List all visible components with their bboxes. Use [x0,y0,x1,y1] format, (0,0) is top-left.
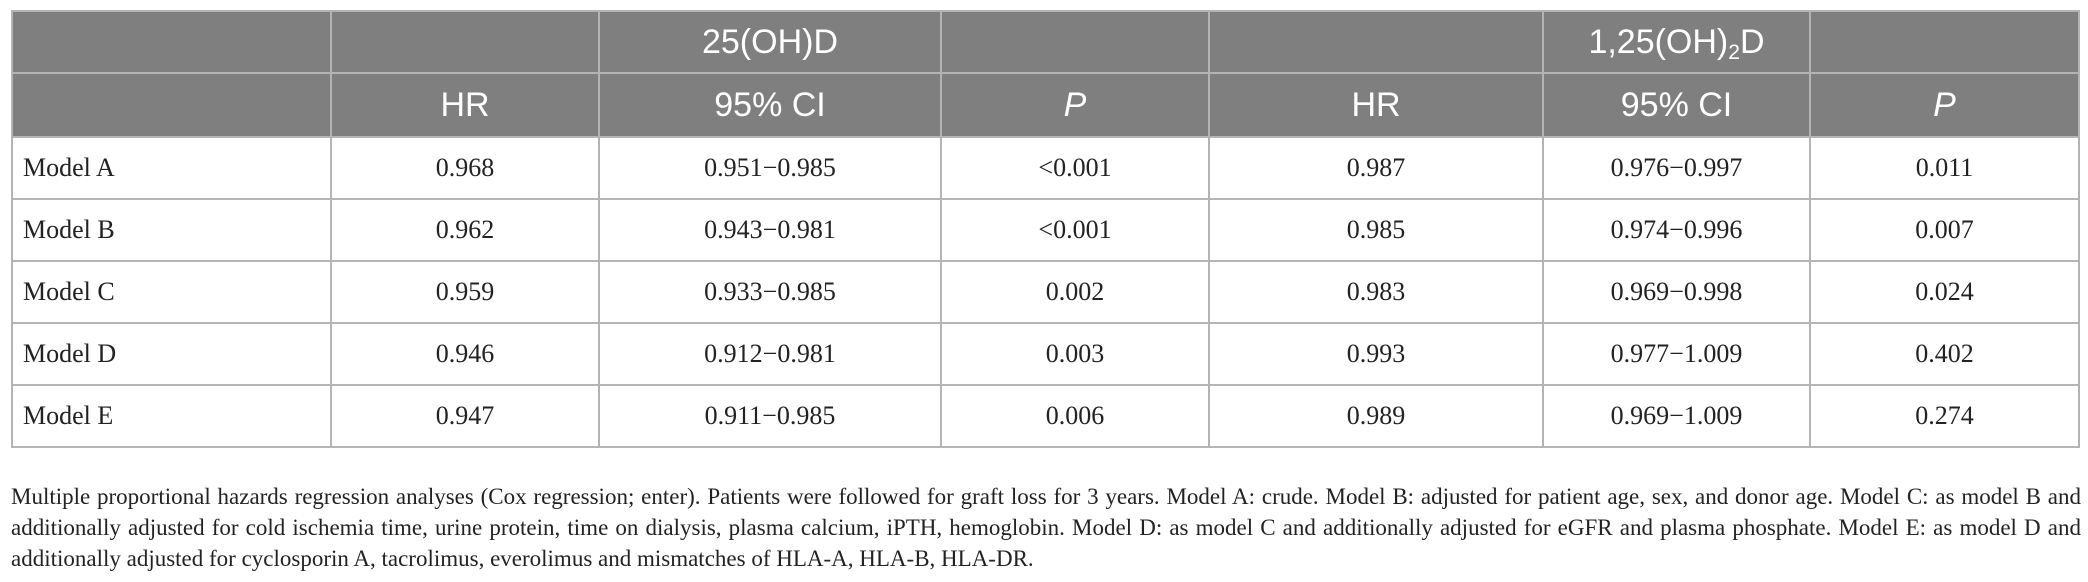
column-header-row [12,73,2079,137]
table-cell: 0.943−0.981 [599,199,941,261]
group-header-125oh2d-suffix: D [1740,22,1765,61]
group-header-125oh2d-prefix: 1,25(OH) [1588,22,1729,61]
table-cell: 0.947 [331,385,599,447]
table-row [12,199,2079,261]
column-header-hr: HR [331,73,599,137]
table-cell: 0.951−0.985 [599,137,941,199]
table-cell: 0.987 [1209,137,1543,199]
column-header-ci: 95% CI [599,73,941,137]
empty-header-cell [1810,11,2079,73]
group-header-125oh2d [1543,11,1810,73]
empty-header-cell [941,11,1209,73]
table-cell: 0.959 [331,261,599,323]
table-cell: 0.912−0.981 [599,323,941,385]
table-cell: <0.001 [941,137,1209,199]
table-cell: 0.003 [941,323,1209,385]
table-cell: 0.962 [331,199,599,261]
table-cell: 0.989 [1209,385,1543,447]
empty-header-cell [1209,11,1543,73]
cox-regression-table [11,10,2080,448]
row-label: Model B [12,199,331,261]
table-row [12,137,2079,199]
group-header-125oh2d-subscript: 2 [1728,40,1740,64]
table-row [12,323,2079,385]
table-cell: 0.983 [1209,261,1543,323]
table-cell: 0.911−0.985 [599,385,941,447]
table-cell: 0.002 [941,261,1209,323]
table-cell: 0.946 [331,323,599,385]
row-label: Model A [12,137,331,199]
column-header-p: P [941,73,1209,137]
table-footnote: Multiple proportional hazards regression analyses (Cox regression; enter). Patients were followed for graft loss for 3 years. Model A: crude. Model B: adjusted for patient age, sex, and donor age. Model C: as model B and additionally adjusted for cold ischemia time, urine protein, time on dialysis, plasma calcium, iPTH, hemoglobin. Model D: as model C and additionally adjusted for eGFR and plasma phosphate. Model E: as model D and additionally adjusted for cyclosporin A, tacrolimus, everolimus and mismatches of HLA-A, HLA-B, HLA-DR. [11,484,2081,571]
table-cell: 0.933−0.985 [599,261,941,323]
table-cell: 0.011 [1810,137,2079,199]
table-cell: 0.976−0.997 [1543,137,1810,199]
row-label: Model E [12,385,331,447]
table-row [12,261,2079,323]
table-cell: 0.968 [331,137,599,199]
table-cell: 0.402 [1810,323,2079,385]
table-cell: 0.007 [1810,199,2079,261]
table-cell: 0.969−1.009 [1543,385,1810,447]
table-cell: 0.974−0.996 [1543,199,1810,261]
row-label: Model D [12,323,331,385]
results-table-container [11,10,2078,448]
table-cell: 0.993 [1209,323,1543,385]
table-row [12,385,2079,447]
empty-header-cell [331,11,599,73]
column-header-ci: 95% CI [1543,73,1810,137]
table-cell: 0.977−1.009 [1543,323,1810,385]
table-cell: 0.274 [1810,385,2079,447]
table-cell: 0.969−0.998 [1543,261,1810,323]
group-header-25ohd: 25(OH)D [599,11,941,73]
row-label: Model C [12,261,331,323]
table-cell: 0.024 [1810,261,2079,323]
group-header-row [12,11,2079,73]
empty-header-cell [12,11,331,73]
column-header-hr: HR [1209,73,1543,137]
table-cell: 0.985 [1209,199,1543,261]
table-cell: <0.001 [941,199,1209,261]
empty-header-cell [12,73,331,137]
column-header-p: P [1810,73,2079,137]
table-cell: 0.006 [941,385,1209,447]
